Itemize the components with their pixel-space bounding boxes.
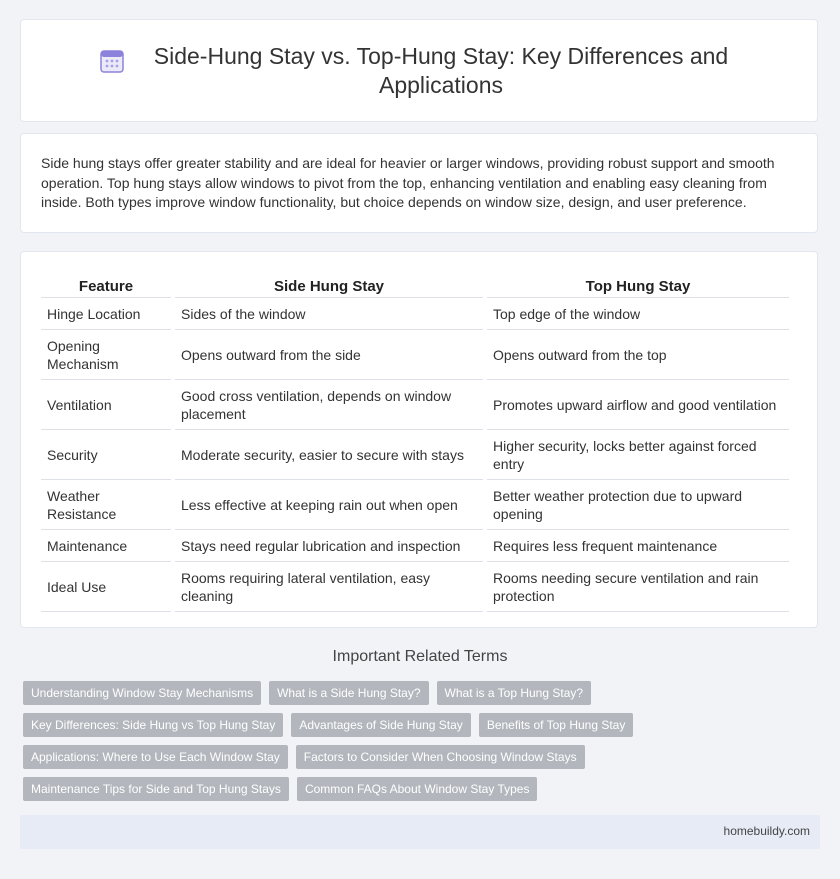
- table-cell: Higher security, locks better against forced entry: [487, 430, 789, 480]
- footer: [20, 815, 820, 849]
- table-row: [41, 330, 789, 380]
- table-cell: Security: [41, 430, 171, 480]
- table-cell: Ideal Use: [41, 562, 171, 612]
- table-cell: Opening Mechanism: [41, 330, 171, 380]
- table-cell: Rooms requiring lateral ventilation, easy cleaning: [175, 562, 483, 612]
- table-cell: Rooms needing secure ventilation and rain protection: [487, 562, 789, 612]
- related-term-tag[interactable]: Common FAQs About Window Stay Types: [297, 777, 538, 801]
- table-cell: Moderate security, easier to secure with stays: [175, 430, 483, 480]
- table-cell: Opens outward from the side: [175, 330, 483, 380]
- related-terms-heading: Important Related Terms: [332, 648, 508, 665]
- table-cell: Better weather protection due to upward opening: [487, 480, 789, 530]
- table-row: [41, 298, 789, 330]
- intro-card: [20, 133, 818, 233]
- table-row: [41, 430, 789, 480]
- table-cell: Less effective at keeping rain out when open: [175, 480, 483, 530]
- table-cell: Sides of the window: [175, 298, 483, 330]
- calendar-icon: [99, 48, 125, 74]
- column-header: Top Hung Stay: [487, 274, 789, 298]
- table-row: [41, 562, 789, 612]
- footer-site-link[interactable]: homebuildy.com: [723, 824, 810, 838]
- related-term-tag[interactable]: What is a Top Hung Stay?: [437, 681, 592, 705]
- comparison-table: [37, 274, 793, 612]
- related-terms-list: [23, 681, 823, 809]
- table-header-row: [41, 274, 789, 298]
- table-row: [41, 530, 789, 562]
- related-term-tag[interactable]: Applications: Where to Use Each Window Stay: [23, 745, 288, 769]
- related-term-tag[interactable]: Benefits of Top Hung Stay: [479, 713, 634, 737]
- related-term-tag[interactable]: Factors to Consider When Choosing Window Stays: [296, 745, 585, 769]
- page-title: Side-Hung Stay vs. Top-Hung Stay: Key Differences and Applications: [153, 42, 729, 98]
- related-term-tag[interactable]: Key Differences: Side Hung vs Top Hung Stay: [23, 713, 283, 737]
- table-cell: Opens outward from the top: [487, 330, 789, 380]
- table-cell: Top edge of the window: [487, 298, 789, 330]
- related-term-tag[interactable]: Advantages of Side Hung Stay: [291, 713, 470, 737]
- table-cell: Weather Resistance: [41, 480, 171, 530]
- column-header: Side Hung Stay: [175, 274, 483, 298]
- related-term-tag[interactable]: Maintenance Tips for Side and Top Hung Stays: [23, 777, 289, 801]
- table-cell: Ventilation: [41, 380, 171, 430]
- table-cell: Maintenance: [41, 530, 171, 562]
- related-term-tag[interactable]: What is a Side Hung Stay?: [269, 681, 428, 705]
- table-row: [41, 480, 789, 530]
- table-cell: Good cross ventilation, depends on window placement: [175, 380, 483, 430]
- table-cell: Stays need regular lubrication and inspection: [175, 530, 483, 562]
- table-cell: Promotes upward airflow and good ventilation: [487, 380, 789, 430]
- intro-text: Side hung stays offer greater stability and are ideal for heavier or larger windows, providing robust support and smooth operation. Top hung stays allow windows to pivot from the top, enhancing ventilation and enabling easy cleaning from inside. Both types improve window functionality, but choice depends on window size, design, and user preference.: [41, 155, 775, 210]
- table-row: [41, 380, 789, 430]
- header-card: [20, 19, 818, 122]
- table-cell: Requires less frequent maintenance: [487, 530, 789, 562]
- related-term-tag[interactable]: Understanding Window Stay Mechanisms: [23, 681, 261, 705]
- comparison-card: [20, 251, 818, 628]
- column-header: Feature: [41, 274, 171, 298]
- table-cell: Hinge Location: [41, 298, 171, 330]
